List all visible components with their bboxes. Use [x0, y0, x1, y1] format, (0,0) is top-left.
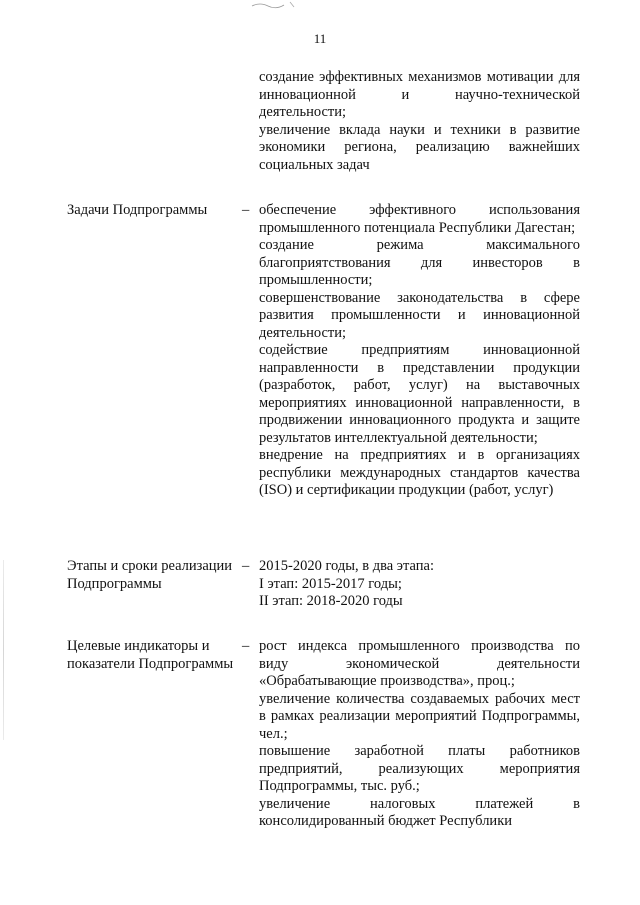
list-item: рост индекса промышленного производства по виду экономической деятельности «Обрабатывающие производства», проц.; — [259, 638, 580, 689]
list-item: увеличение налоговых платежей в консолидированный бюджет Республики — [259, 795, 580, 829]
section-content — [259, 558, 580, 611]
intro-item: увеличение вклада науки и техники в развитие экономики региона, реализацию важнейших социальных задач — [259, 121, 580, 173]
intro-item: создание эффективных механизмов мотивации для инновационной и научно-технической деятельности; — [259, 69, 580, 120]
list-item: создание режима максимального благоприятствования для инвесторов в промышленности; — [259, 237, 580, 288]
section-dash: – — [242, 638, 250, 654]
intro-content — [259, 69, 580, 174]
section-label: Этапы и сроки реализации Подпрограммы — [67, 558, 233, 592]
scan-edge-line — [3, 560, 4, 740]
list-item: 2015-2020 годы, в два этапа: — [259, 558, 435, 574]
list-item: содействие предприятиям инновационной направленности в представлении продукции (разработок, работ, услуг) на выставочных мероприятиях инновационной направленности, в продвижении инновационного продукта и защите результатов интеллектуальной деятельности; — [259, 342, 580, 446]
list-item: повышение заработной платы работников предприятий, реализующих мероприятия Подпрограммы, тыс. руб.; — [259, 743, 580, 794]
section-content — [259, 202, 580, 500]
list-item: II этап: 2018-2020 годы — [259, 593, 403, 609]
list-item: совершенствование законодательства в сфере развития промышленности и инновационной деятельности; — [259, 289, 580, 341]
list-item: увеличение количества создаваемых рабочих мест в рамках реализации мероприятий Подпрограммы, чел.; — [259, 690, 580, 742]
list-item: внедрение на предприятиях и в организациях республики международных стандартов качества (ISO) и сертификации продукции (работ, услуг) — [259, 447, 580, 498]
section-content — [259, 638, 580, 831]
section-dash: – — [242, 558, 250, 574]
list-item: обеспечение эффективного использования промышленного потенциала Республики Дагестан; — [259, 202, 580, 236]
section-dash: – — [242, 202, 250, 218]
section-label: Целевые индикаторы и показатели Подпрограммы — [67, 638, 234, 672]
list-item: I этап: 2015-2017 годы; — [259, 575, 402, 592]
scan-artifact-mark — [250, 0, 310, 10]
section-label: Задачи Подпрограммы — [67, 202, 208, 218]
page-number: 11 — [313, 31, 327, 46]
